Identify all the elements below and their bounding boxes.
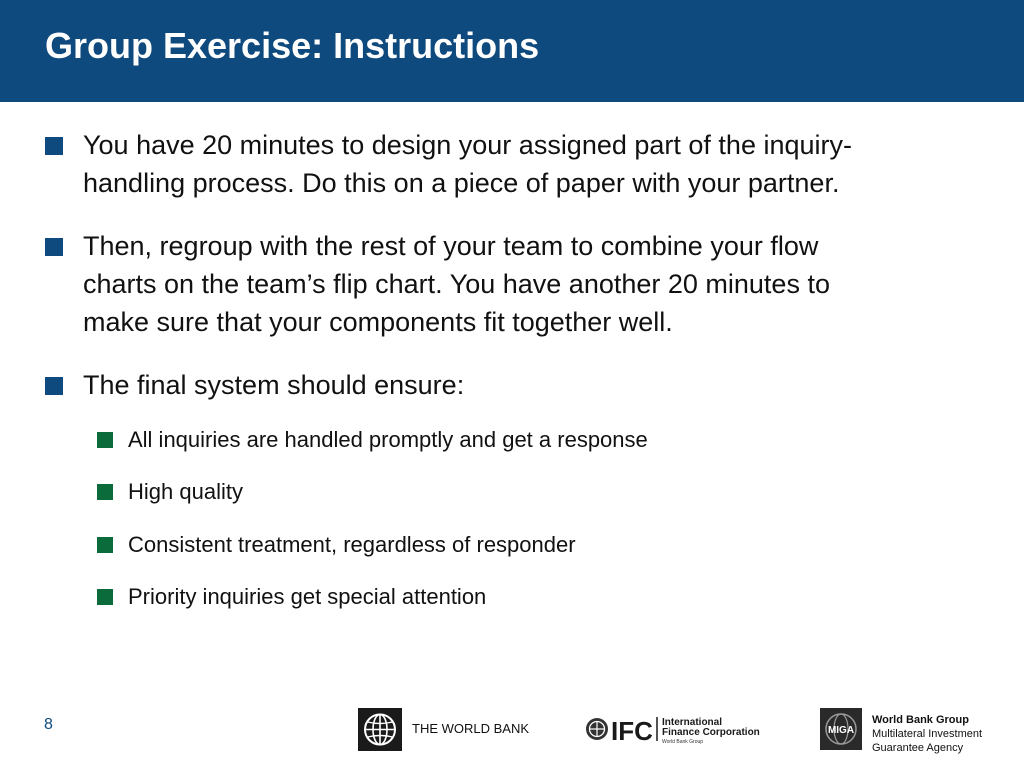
ifc-line-2: Finance Corporation bbox=[662, 727, 760, 738]
title-bar bbox=[0, 0, 1024, 102]
miga-logo bbox=[820, 708, 862, 750]
ifc-globe-icon bbox=[586, 718, 608, 740]
sub-bullet-text: Consistent treatment, regardless of responder bbox=[128, 532, 576, 557]
miga-logo-text: MIGA bbox=[827, 725, 855, 736]
ifc-logo bbox=[585, 712, 765, 746]
ifc-logo-text: IFC bbox=[611, 716, 653, 746]
sub-bullet-item bbox=[97, 582, 977, 612]
bullet-line: charts on the team’s flip chart. You have another 20 minutes to bbox=[83, 269, 830, 299]
world-bank-logo bbox=[358, 708, 402, 751]
bullet-line: You have 20 minutes to design your assigned part of the inquiry- bbox=[83, 130, 852, 160]
world-bank-label: THE WORLD BANK bbox=[412, 721, 530, 736]
sub-bullet-text: All inquiries are handled promptly and get a response bbox=[128, 427, 648, 452]
slide-title: Group Exercise: Instructions bbox=[45, 25, 540, 66]
sub-bullet-item bbox=[97, 425, 977, 455]
miga-line-3: Guarantee Agency bbox=[872, 742, 964, 754]
sub-bullet-text: High quality bbox=[128, 479, 243, 504]
sub-bullet-item bbox=[97, 530, 977, 560]
sub-bullet-square-icon bbox=[97, 484, 113, 500]
sub-bullet-square-icon bbox=[97, 589, 113, 605]
globe-icon bbox=[358, 708, 402, 751]
sub-bullet-item bbox=[97, 477, 977, 507]
bullet-square-icon bbox=[45, 238, 63, 256]
bullet-item bbox=[45, 366, 985, 404]
bullet-line: make sure that your components fit together well. bbox=[83, 307, 673, 337]
ifc-line-1: International bbox=[662, 717, 723, 728]
bullet-square-icon bbox=[45, 137, 63, 155]
sub-bullet-square-icon bbox=[97, 537, 113, 553]
miga-globe-icon bbox=[820, 708, 862, 750]
bullet-line: handling process. Do this on a piece of paper with your partner. bbox=[83, 168, 840, 198]
bullet-line: Then, regroup with the rest of your team to combine your flow bbox=[83, 231, 819, 261]
page-number: 8 bbox=[44, 716, 53, 733]
sub-bullet-text: Priority inquiries get special attention bbox=[128, 584, 487, 609]
sub-bullet-square-icon bbox=[97, 432, 113, 448]
miga-line-2: Multilateral Investment bbox=[872, 728, 983, 740]
bullet-item bbox=[45, 126, 985, 202]
bullet-item bbox=[45, 227, 985, 341]
miga-label bbox=[872, 713, 982, 755]
bullet-square-icon bbox=[45, 377, 63, 395]
bullet-line: The final system should ensure: bbox=[83, 370, 465, 400]
ifc-line-3: World Bank Group bbox=[662, 739, 704, 745]
miga-line-1: World Bank Group bbox=[872, 714, 969, 726]
